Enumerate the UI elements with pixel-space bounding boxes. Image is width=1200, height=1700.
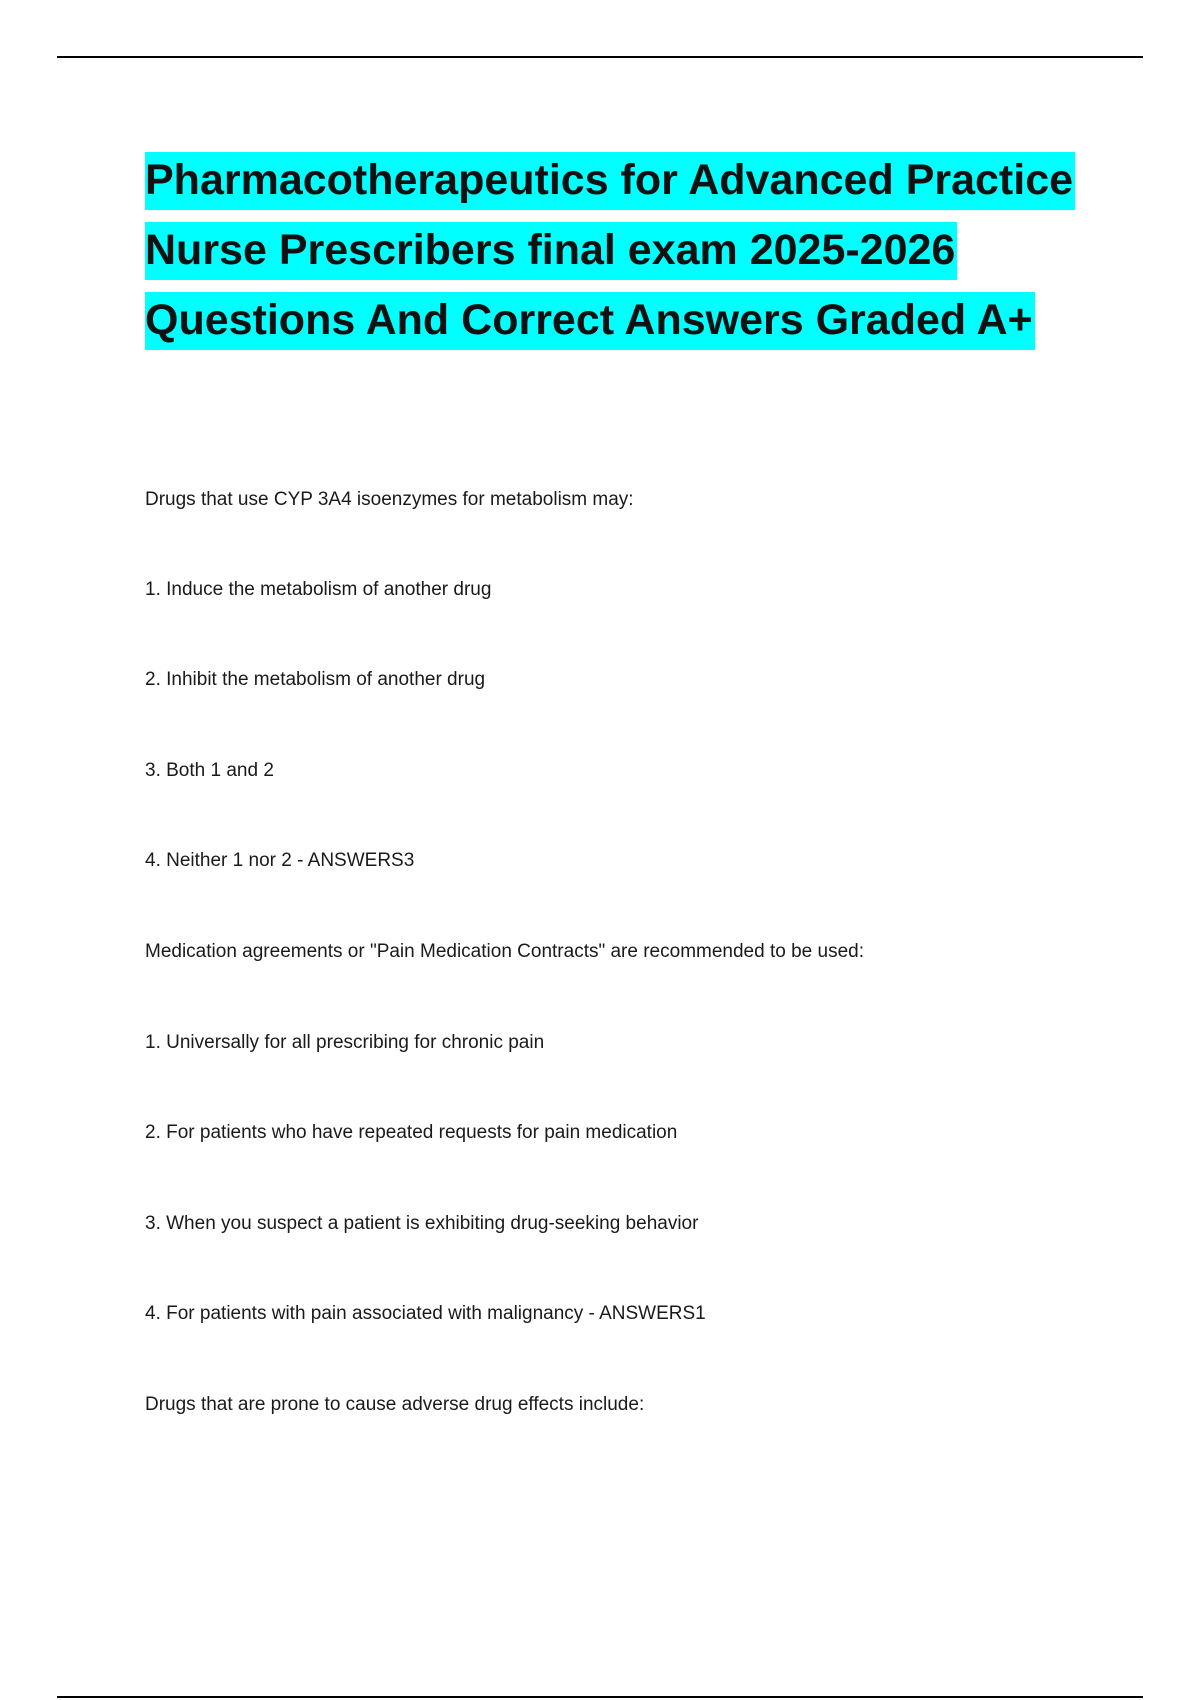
question-1-option-4-answer: 4. Neither 1 nor 2 - ANSWERS3 (145, 850, 415, 871)
question-2-option-4-answer: 4. For patients with pain associated with malignancy - ANSWERS1 (145, 1303, 706, 1324)
question-3-stem: Drugs that are prone to cause adverse drug effects include: (145, 1394, 645, 1415)
title-highlight: Pharmacotherapeutics for Advanced Practice Nurse Prescribers final exam 2025-2026 Questions And Correct Answers Graded A+ (145, 152, 1075, 350)
question-2-option-1: 1. Universally for all prescribing for chronic pain (145, 1032, 545, 1053)
question-2-stem: Medication agreements or "Pain Medication Contracts" are recommended to be used: (145, 941, 864, 962)
question-1-option-3: 3. Both 1 and 2 (145, 760, 274, 781)
question-1-option-1: 1. Induce the metabolism of another drug (145, 579, 492, 600)
question-2-option-2: 2. For patients who have repeated requests for pain medication (145, 1122, 678, 1143)
question-2-option-3: 3. When you suspect a patient is exhibiting drug-seeking behavior (145, 1213, 699, 1234)
footer-rule (57, 1696, 1143, 1698)
document-title (145, 145, 1135, 355)
question-1-option-2: 2. Inhibit the metabolism of another drug (145, 669, 486, 690)
question-1-stem: Drugs that use CYP 3A4 isoenzymes for metabolism may: (145, 489, 634, 510)
header-rule (57, 56, 1143, 58)
